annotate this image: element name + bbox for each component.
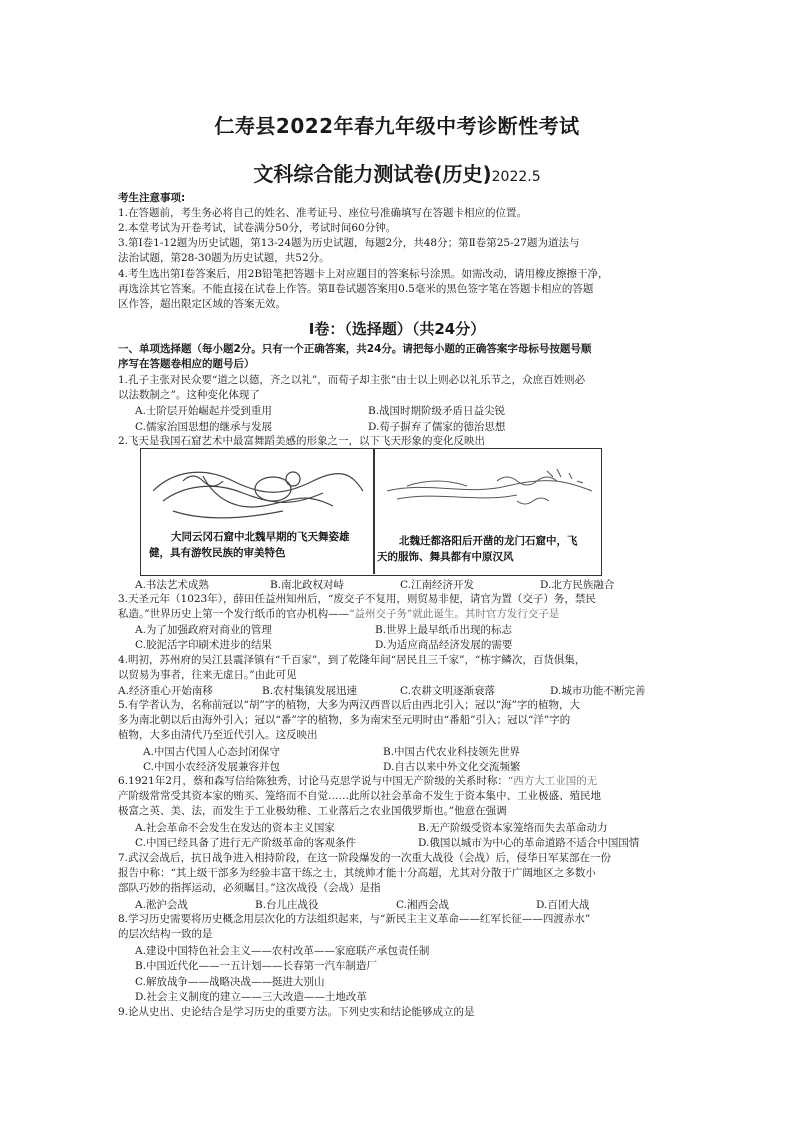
exam-date: 2022.5: [491, 169, 541, 185]
option-a: A.书法艺术成熟: [135, 579, 209, 591]
option-d: D.自古以来中外文化交流频繁: [383, 761, 521, 773]
image-caption-right: 天的服饰、舞具都有中原汉风: [377, 551, 514, 563]
option-a: A.士阶层开始崛起并受到重用: [135, 405, 272, 417]
option-a: A.经济重心开始南移: [118, 685, 213, 697]
option-d: D.北方民族融合: [540, 579, 615, 591]
option-b: B.农村集镇发展迅速: [262, 685, 358, 697]
option-c: C.儒家治国思想的继承与发展: [135, 421, 272, 433]
notice-line: 法治试题，第28-30题为历史试题，共52分。: [118, 252, 330, 264]
question-stem: 4.明初，苏州府的吴江县震泽镇有“千百家”，到了乾隆年间“居民且三千家”，“栋宇鳞次，百货俱集，: [118, 654, 586, 666]
question-stem: 以法数制之”。这种变化体现了: [118, 389, 260, 401]
question-stem: 5.有学者认为，名称前冠以“胡”字的植物，大多为两汉西晋以后由西北引入；冠以“海”字的植物，大: [118, 699, 580, 711]
yungang-feitian-icon: [143, 451, 373, 531]
question-stem-part: 私造。”世界历史上第一个发行纸币的官办机构——: [118, 608, 350, 620]
image-caption-left: 健，具有游牧民族的审美特色: [149, 547, 286, 559]
option-b: B.南北政权对峙: [270, 579, 345, 591]
question-stem: 报告中称：“其上级干部多为经验丰富干练之士，其统帅才能十分高超，尤其对分散于广阔地区之多数小: [118, 867, 596, 879]
question-stem: 2.飞天是我国石窟艺术中最富舞蹈美感的形象之一，以下飞天形象的变化反映出: [118, 435, 486, 447]
question-stem: 7.武汉会战后，抗日战争进入相持阶段，在这一阶段爆发的一次重大战役（会战）后，侵华日军某部在一份: [118, 852, 612, 864]
question-stem: 的层次结构一致的是: [118, 928, 213, 940]
question-stem: 植物，大多由清代乃至近代引入。这反映出: [118, 729, 318, 741]
question-stem-faded: “益州交子务”就此诞生。其时官方发行交子是: [349, 608, 560, 620]
question-stem: 9.论从史出、史论结合是学习历史的重要方法。下列史实和结论能够成立的是: [118, 1006, 475, 1018]
notice-line: 再选涂其它答案。不能直接在试卷上作答。第Ⅱ卷试题答案用0.5毫米的黑色签字笔在答题卡相应的答题: [118, 283, 594, 295]
notice-line: 区作答，超出限定区域的答案无效。: [118, 298, 286, 310]
option-d: D.荀子摒弃了儒家的德治思想: [368, 421, 506, 433]
instruction-line: 一、单项选择题（每小题2分。只有一个正确答案，共24分。请把每小题的正确答案字母标号按题号顺: [118, 343, 592, 355]
subtitle-text: 文科综合能力测试卷(历史): [253, 162, 492, 186]
image-caption-left: 大同云冈石窟中北魏早期的飞天舞姿雄: [171, 531, 350, 543]
question-stem-faded: “西方大工业国的无: [507, 775, 598, 787]
notice-line: 3.第Ⅰ卷1-12题为历史试题，第13-24题为历史试题，每题2分，共48分；第Ⅱ卷第25-27题为道法与: [118, 237, 580, 249]
option-b: B.台儿庄战役: [255, 899, 319, 911]
feitian-images: [140, 448, 602, 576]
option-b: B.世界上最早纸币出现的标志: [375, 624, 513, 636]
option-c: C.胶泥活字印刷术进步的结果: [135, 639, 272, 651]
option-a: A.淞沪会战: [135, 899, 188, 911]
option-b: B.中国古代农业科技领先世界: [383, 746, 521, 758]
option-a: A.建设中国特色社会主义——农村改革——家庭联产承包责任制: [135, 945, 430, 957]
option-c: C.中国小农经济发展兼容并包: [143, 761, 280, 773]
option-a: A.社会革命不会发生在发达的资本主义国家: [135, 822, 335, 834]
image-caption-right: 北魏迁都洛阳后开凿的龙门石窟中，飞: [399, 535, 578, 547]
question-stem: 产阶级常常受其资本家的贿买、笼络而不自觉……此所以社会革命不发生于资本集中、工业极盛、殖民地: [118, 790, 601, 802]
question-stem: 极富之英、美、法，而发生于工业极幼稚、工业落后之农业国俄罗斯也。”他意在强调: [118, 805, 507, 817]
exam-title: 仁寿县2022年春九年级中考诊断性考试: [214, 114, 580, 138]
option-d: D.社会主义制度的建立——三大改造——土地改革: [135, 991, 367, 1003]
question-stem: 3.天圣元年（1023年），薛田任益州知州后，“废交子不复用，则贸易非便，请官为置（交子）务，禁民: [118, 593, 596, 605]
question-stem: 1.孔子主张对民众要“道之以德，齐之以礼”，而荀子却主张“由士以上则必以礼乐节之，众庶百姓则必: [118, 374, 586, 386]
instruction-line: 序写在答题卷相应的题号后）: [118, 358, 255, 370]
option-b: B.中国近代化——一五计划——长春第一汽车制造厂: [135, 960, 378, 972]
notice-line: 1.在答题前，考生务必将自己的姓名、准考证号、座位号准确填写在答题卡相应的位置。: [118, 207, 528, 219]
option-d: D.为适应商品经济发展的需要: [375, 639, 513, 651]
image-divider: [373, 449, 375, 574]
notice-line: 4.考生选出第Ⅰ卷答案后，用2B铅笔把答题卡上对应题目的答案标号涂黑。如需改动，请用橡皮擦擦干净，: [118, 268, 609, 280]
question-stem: 以贸易为事者，往来无虚日。”由此可见: [118, 669, 297, 681]
notice-heading: 考生注意事项:: [118, 192, 186, 204]
longmen-feitian-icon: [377, 451, 602, 531]
option-c: C.江南经济开发: [400, 579, 474, 591]
option-d: D.城市功能不断完善: [550, 685, 646, 697]
option-b: B.无产阶级受资本家笼络而失去革命动力: [418, 822, 608, 834]
question-stem-part: 6.1921年2月，蔡和森写信给陈独秀，讨论马克思学说与中国无产阶级的关系时称：: [118, 775, 508, 787]
option-d: D.百团大战: [536, 899, 590, 911]
question-stem: [118, 774, 688, 789]
option-d: D.俄国以城市为中心的革命道路不适合中国国情: [418, 837, 640, 849]
option-c: C.湘西会战: [396, 899, 449, 911]
question-stem: 部队巧妙的指挥运动，必须瞩目。”这次战役（会战）是指: [118, 882, 381, 894]
option-b: B.战国时期阶级矛盾日益尖锐: [368, 405, 506, 417]
question-stem: 8.学习历史需要将历史概念用层次化的方法组织起来，与“新民主主义革命——红军长征——四渡赤水”: [118, 913, 591, 925]
option-a: A.中国古代国人心态封闭保守: [143, 746, 280, 758]
notice-line: 2.本堂考试为开卷考试，试卷满分50分，考试时间60分钟。: [118, 222, 397, 234]
exam-subtitle: [0, 158, 794, 187]
option-a: A.为了加强政府对商业的管理: [135, 624, 272, 636]
question-stem: [118, 607, 688, 622]
option-c: C.农耕文明逐渐衰落: [400, 685, 495, 697]
option-c: C.中国已经具备了进行无产阶级革命的客观条件: [135, 837, 356, 849]
option-c: C.解放战争——战略决战——挺进大别山: [135, 976, 325, 988]
section-title: Ⅰ卷：（选择题）（共24分）: [308, 320, 486, 338]
question-stem: 多为南北朝以后由海外引入；冠以“番”字的植物，多为南宋至元明时由“番船”引入；冠以“洋”字的: [118, 714, 571, 726]
